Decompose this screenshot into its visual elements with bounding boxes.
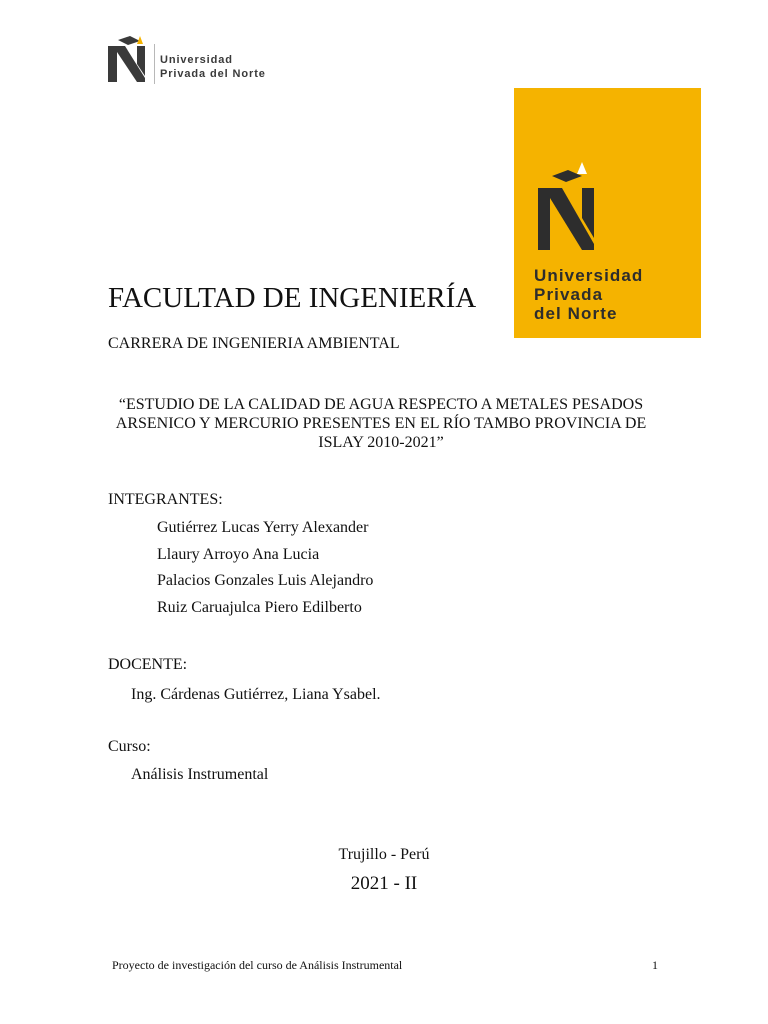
- member-item: Llaury Arroyo Ana Lucia: [157, 546, 320, 563]
- page-number: 1: [652, 958, 658, 972]
- city: Trujillo - Perú: [338, 846, 430, 863]
- header-logo-line2: Privada del Norte: [160, 68, 266, 80]
- member-item: Palacios Gonzales Luis Alejandro: [157, 572, 374, 589]
- logo-block-line3: del Norte: [534, 304, 618, 323]
- course-label: Curso:: [108, 738, 151, 755]
- teacher-name: Ing. Cárdenas Gutiérrez, Liana Ysabel.: [131, 686, 381, 703]
- university-n-large-icon: [532, 158, 622, 254]
- study-title: “ESTUDIO DE LA CALIDAD DE AGUA RESPECTO A METALES PESADOS ARSENICO Y MERCURIO PRESENTES EN EL RÍO TAMBO PROVINCIA DE ISLAY 2010-2021”: [115, 396, 647, 451]
- university-logo-block: [514, 88, 701, 338]
- teacher-label: DOCENTE:: [108, 656, 188, 673]
- member-item: Gutiérrez Lucas Yerry Alexander: [157, 519, 369, 536]
- member-item: Ruiz Caruajulca Piero Edilberto: [157, 599, 362, 616]
- career-name: CARRERA DE INGENIERIA AMBIENTAL: [108, 335, 400, 352]
- university-n-logo-icon: [104, 36, 158, 86]
- header-logo-line1: Universidad: [160, 54, 233, 66]
- course-name: Análisis Instrumental: [131, 766, 269, 783]
- header-logo: [104, 36, 304, 86]
- logo-block-line2: Privada: [534, 285, 604, 304]
- faculty-title: FACULTAD DE INGENIERÍA: [108, 282, 477, 314]
- footer-text: Proyecto de investigación del curso de Análisis Instrumental: [112, 958, 403, 972]
- academic-period: 2021 - II: [350, 873, 418, 894]
- members-label: INTEGRANTES:: [108, 491, 223, 508]
- logo-block-line1: Universidad: [534, 266, 644, 285]
